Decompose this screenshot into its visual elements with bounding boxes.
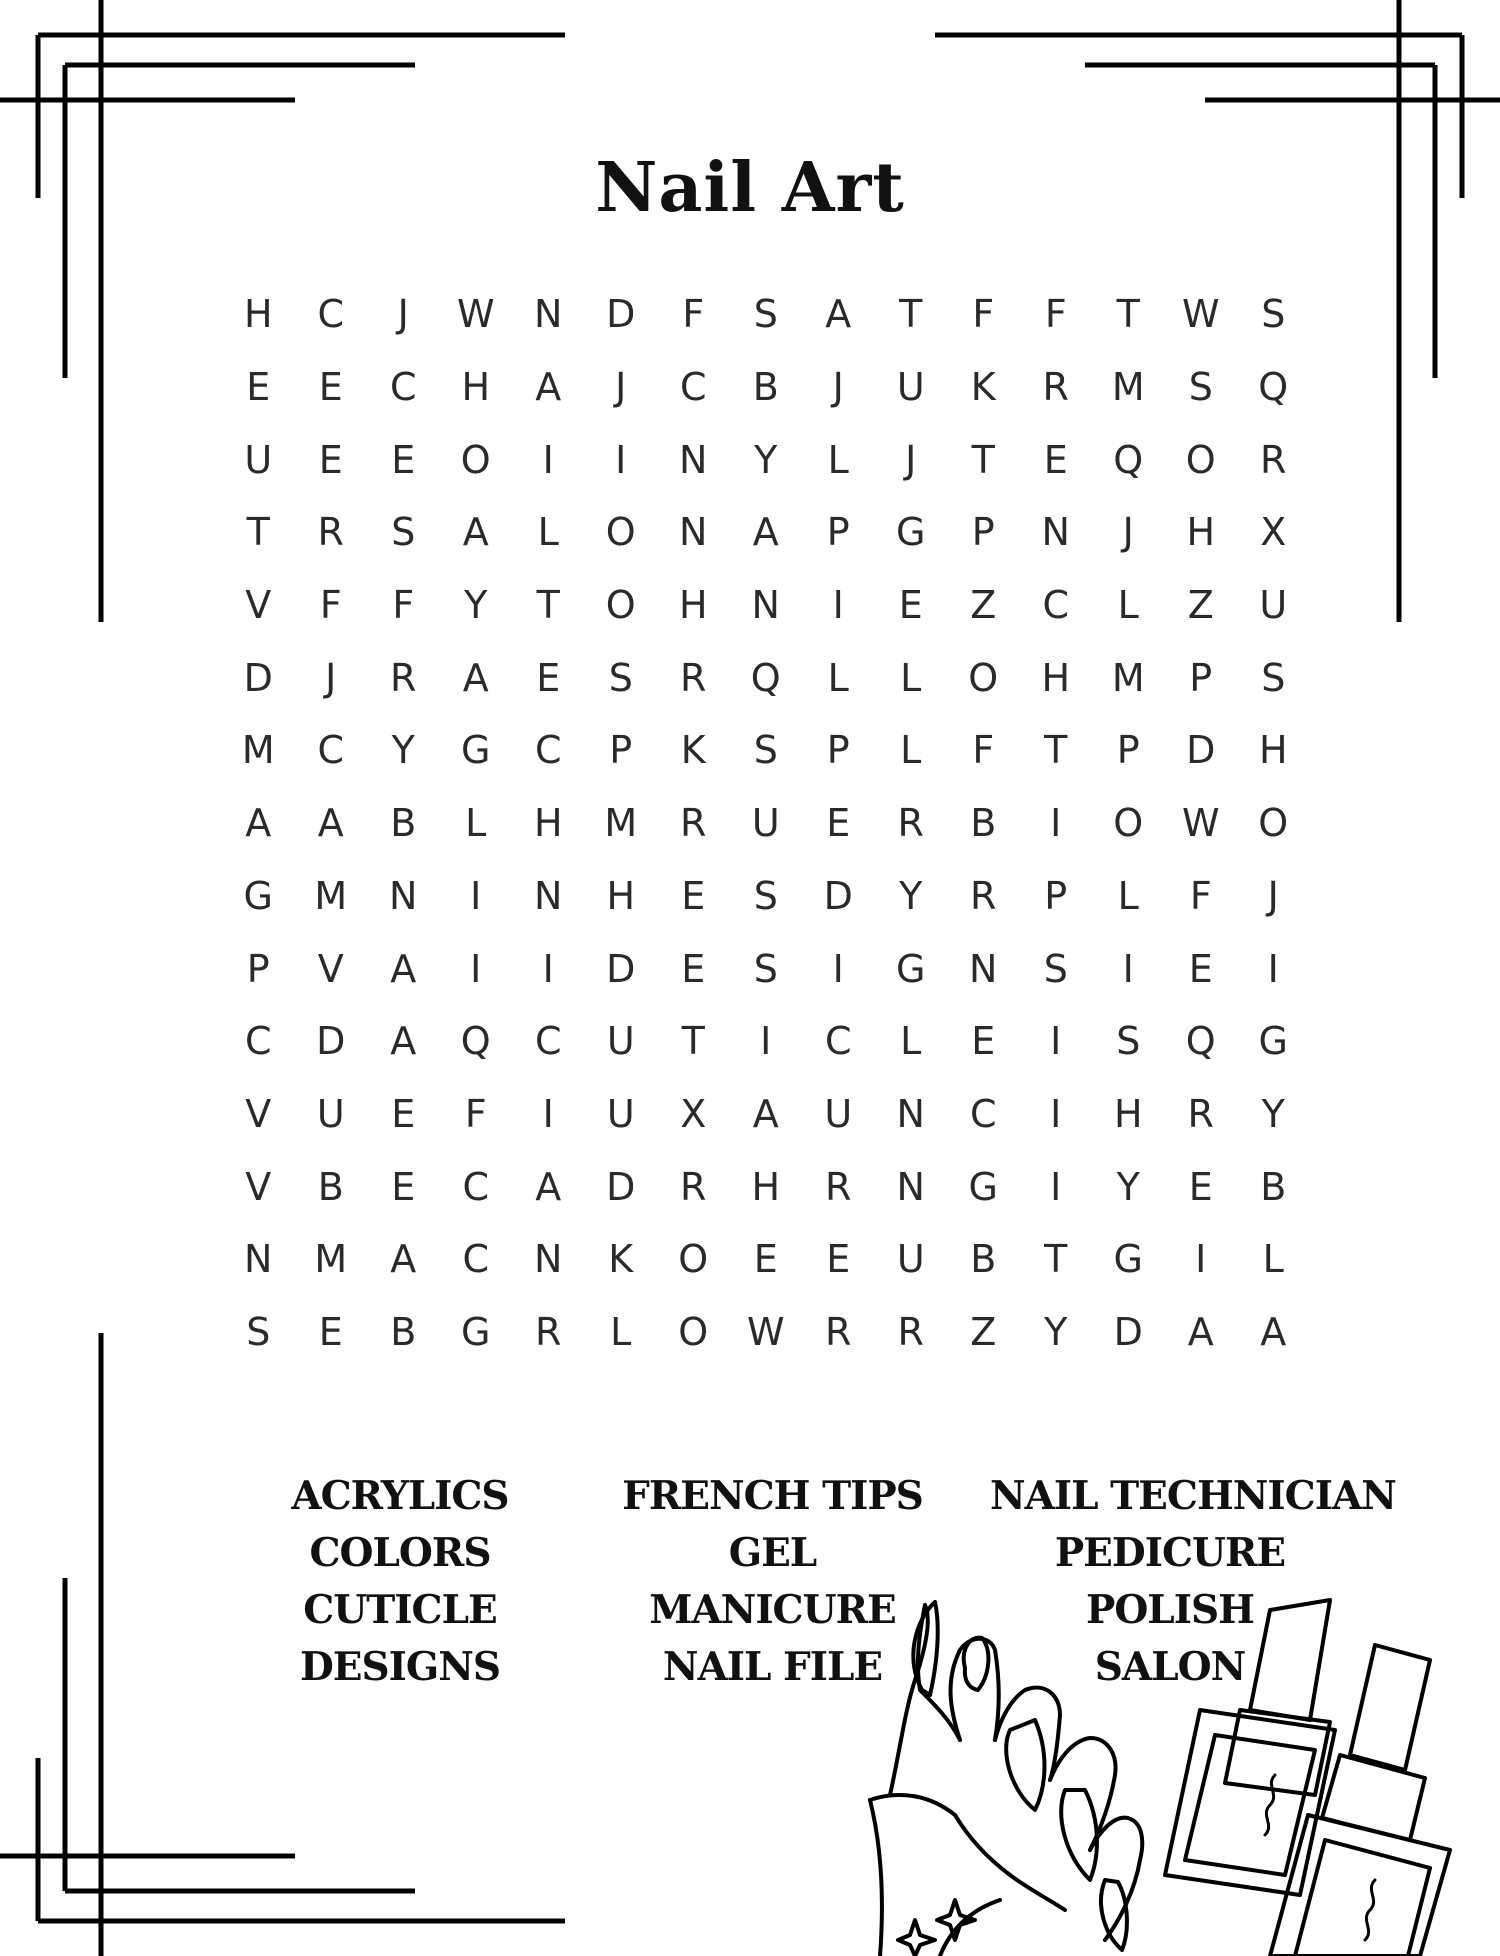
grid-letter: U — [244, 437, 273, 482]
grid-letter: Q — [1185, 1019, 1216, 1064]
grid-letter: T — [681, 1019, 705, 1064]
grid-letter: U — [751, 801, 780, 846]
grid-letter: T — [1044, 728, 1068, 773]
grid-letter: C — [679, 365, 707, 410]
grid-letter: F — [1189, 873, 1212, 918]
grid-letter: N — [244, 1237, 273, 1282]
grid-letter: R — [825, 1164, 852, 1209]
grid-letter: Y — [899, 873, 923, 918]
grid-letter: E — [391, 1164, 416, 1209]
grid-letter: O — [678, 1237, 709, 1282]
grid-letter: E — [1188, 1164, 1213, 1209]
grid-letter: F — [972, 292, 995, 337]
grid-letter: I — [1122, 946, 1134, 991]
grid-letter: X — [680, 1091, 707, 1136]
grid-letter: A — [1260, 1309, 1287, 1354]
word-list-item: COLORS — [309, 1530, 491, 1576]
grid-letter: P — [1116, 728, 1140, 773]
grid-letter: D — [606, 946, 636, 991]
grid-letter: H — [751, 1164, 781, 1209]
grid-letter: A — [1187, 1309, 1214, 1354]
grid-letter: H — [1041, 655, 1071, 700]
grid-letter: L — [900, 655, 922, 700]
word-list-item: NAIL TECHNICIAN — [990, 1473, 1396, 1519]
grid-letter: C — [244, 1019, 272, 1064]
grid-letter: R — [825, 1309, 852, 1354]
grid-letter: B — [1260, 1164, 1287, 1209]
grid-letter: M — [241, 728, 275, 773]
grid-letter: A — [752, 1091, 779, 1136]
grid-letter: N — [534, 292, 563, 337]
grid-letter: I — [1050, 1019, 1062, 1064]
grid-letter: F — [682, 292, 705, 337]
grid-letter: Y — [391, 728, 415, 773]
grid-letter: U — [896, 365, 925, 410]
grid-letter: S — [246, 1309, 271, 1354]
grid-letter: Y — [1116, 1164, 1140, 1209]
grid-letter: R — [680, 1164, 707, 1209]
grid-letter: Z — [970, 583, 997, 628]
grid-letter: P — [971, 510, 995, 555]
grid-letter: O — [1113, 801, 1144, 846]
grid-letter: M — [1111, 365, 1145, 410]
grid-letter: M — [314, 873, 348, 918]
grid-letter: J — [397, 292, 409, 337]
grid-letter: N — [751, 583, 780, 628]
grid-letter: N — [896, 1164, 925, 1209]
grid-letter: U — [606, 1091, 635, 1136]
word-list-item: CUTICLE — [303, 1587, 497, 1633]
grid-letter: N — [679, 437, 708, 482]
grid-letter: Q — [460, 1019, 491, 1064]
grid-letter: A — [317, 801, 344, 846]
grid-letter: L — [827, 437, 849, 482]
grid-letter: L — [610, 1309, 632, 1354]
grid-letter: L — [827, 655, 849, 700]
grid-letter: B — [970, 1237, 997, 1282]
grid-letter: I — [470, 873, 482, 918]
grid-letter: A — [462, 655, 489, 700]
grid-letter: Z — [1187, 583, 1214, 628]
grid-letter: G — [896, 510, 926, 555]
grid-letter: A — [390, 1019, 417, 1064]
grid-letter: Y — [754, 437, 778, 482]
grid-letter: C — [389, 365, 417, 410]
grid-letter: P — [1189, 655, 1213, 700]
grid-letter: W — [1181, 801, 1220, 846]
grid-letter: H — [1186, 510, 1216, 555]
grid-letter: S — [753, 873, 778, 918]
grid-letter: A — [390, 946, 417, 991]
grid-letter: I — [760, 1019, 772, 1064]
grid-letter: C — [462, 1237, 490, 1282]
grid-letter: B — [317, 1164, 344, 1209]
grid-letter: R — [317, 510, 344, 555]
grid-letter: A — [535, 1164, 562, 1209]
word-list-item: GEL — [728, 1530, 817, 1576]
grid-letter: I — [1050, 801, 1062, 846]
grid-letter: E — [318, 365, 343, 410]
grid-letter: S — [1188, 365, 1213, 410]
grid-letter: C — [317, 728, 345, 773]
grid-letter: E — [536, 655, 561, 700]
grid-letter: B — [390, 1309, 417, 1354]
grid-letter: M — [604, 801, 638, 846]
grid-letter: H — [606, 873, 636, 918]
hand-with-nails-and-polish-bottles-icon — [860, 1590, 1500, 1956]
grid-letter: E — [971, 1019, 996, 1064]
grid-letter: V — [245, 1164, 272, 1209]
grid-letter: R — [1042, 365, 1069, 410]
grid-letter: E — [1043, 437, 1068, 482]
grid-letter: I — [615, 437, 627, 482]
grid-letter: A — [825, 292, 852, 337]
grid-letter: E — [318, 437, 343, 482]
grid-letter: A — [245, 801, 272, 846]
word-list-item: FRENCH TIPS — [622, 1473, 923, 1519]
grid-letter: O — [460, 437, 491, 482]
grid-letter: H — [1113, 1091, 1143, 1136]
grid-letter: J — [615, 365, 627, 410]
grid-letter: E — [826, 801, 851, 846]
grid-letter: N — [534, 873, 563, 918]
grid-letter: C — [1042, 583, 1070, 628]
grid-letter: E — [681, 873, 706, 918]
grid-letter: G — [243, 873, 273, 918]
grid-letter: Y — [464, 583, 488, 628]
grid-letter: O — [1258, 801, 1289, 846]
word-list-column-1 — [260, 1468, 540, 1696]
grid-letter: A — [462, 510, 489, 555]
word-list-item: NAIL FILE — [662, 1644, 883, 1690]
grid-letter: S — [1116, 1019, 1141, 1064]
grid-letter: W — [456, 292, 495, 337]
grid-letter: R — [680, 801, 707, 846]
grid-letter: S — [1261, 655, 1286, 700]
grid-letter: Y — [1044, 1309, 1068, 1354]
grid-letter: N — [679, 510, 708, 555]
grid-letter: N — [534, 1237, 563, 1282]
grid-letter: P — [826, 510, 850, 555]
grid-letter: D — [1113, 1309, 1143, 1354]
grid-letter: I — [832, 946, 844, 991]
grid-letter: D — [1186, 728, 1216, 773]
page-title: Nail Art — [595, 148, 905, 228]
grid-letter: N — [896, 1091, 925, 1136]
grid-letter: E — [318, 1309, 343, 1354]
grid-letter: O — [605, 583, 636, 628]
grid-letter: C — [969, 1091, 997, 1136]
grid-letter: H — [243, 292, 273, 337]
grid-letter: E — [826, 1237, 851, 1282]
grid-letter: U — [896, 1237, 925, 1282]
grid-letter: P — [246, 946, 270, 991]
grid-letter: E — [898, 583, 923, 628]
grid-letter: T — [246, 510, 270, 555]
grid-letter: U — [316, 1091, 345, 1136]
grid-letter: M — [1111, 655, 1145, 700]
grid-letter: I — [542, 1091, 554, 1136]
word-list-item: POLISH — [1086, 1587, 1254, 1633]
grid-letter: T — [1116, 292, 1140, 337]
grid-letter: P — [1044, 873, 1068, 918]
grid-letter: H — [461, 365, 491, 410]
grid-letter: L — [537, 510, 559, 555]
grid-letter: J — [1267, 873, 1279, 918]
grid-letter: D — [243, 655, 273, 700]
grid-letter: I — [542, 946, 554, 991]
grid-letter: J — [325, 655, 337, 700]
word-search-grid — [222, 278, 1310, 1368]
grid-letter: D — [316, 1019, 346, 1064]
grid-letter: H — [533, 801, 563, 846]
grid-letter: M — [314, 1237, 348, 1282]
grid-letter: B — [970, 801, 997, 846]
grid-letter: L — [1262, 1237, 1284, 1282]
grid-letter: Q — [1258, 365, 1289, 410]
grid-letter: G — [461, 728, 491, 773]
grid-letter: O — [968, 655, 999, 700]
grid-letter: I — [832, 583, 844, 628]
grid-letter: F — [392, 583, 415, 628]
grid-letter: U — [606, 1019, 635, 1064]
grid-letter: R — [897, 801, 924, 846]
grid-letter: R — [970, 873, 997, 918]
grid-letter: S — [753, 946, 778, 991]
grid-letter: C — [462, 1164, 490, 1209]
grid-letter: A — [535, 365, 562, 410]
grid-letter: T — [899, 292, 923, 337]
grid-letter: T — [536, 583, 560, 628]
grid-letter: F — [1044, 292, 1067, 337]
grid-letter: D — [606, 292, 636, 337]
grid-letter: R — [535, 1309, 562, 1354]
grid-letter: V — [317, 946, 344, 991]
grid-letter: R — [390, 655, 417, 700]
grid-letter: C — [317, 292, 345, 337]
grid-letter: L — [900, 728, 922, 773]
grid-letter: J — [905, 437, 917, 482]
grid-letter: S — [1043, 946, 1068, 991]
grid-letter: I — [1195, 1237, 1207, 1282]
word-list-item: DESIGNS — [299, 1644, 501, 1690]
grid-letter: G — [461, 1309, 491, 1354]
grid-letter: G — [968, 1164, 998, 1209]
grid-letter: O — [1185, 437, 1216, 482]
grid-letter: E — [391, 1091, 416, 1136]
grid-letter: V — [245, 583, 272, 628]
grid-letter: U — [824, 1091, 853, 1136]
grid-letter: U — [1259, 583, 1288, 628]
grid-letter: R — [680, 655, 707, 700]
grid-letter: I — [542, 437, 554, 482]
grid-letter: L — [1117, 873, 1139, 918]
grid-letter: O — [678, 1309, 709, 1354]
grid-letter: N — [1041, 510, 1070, 555]
grid-letter: G — [1113, 1237, 1143, 1282]
word-list-item: SALON — [1094, 1644, 1246, 1690]
grid-letter: G — [1258, 1019, 1288, 1064]
grid-letter: B — [752, 365, 779, 410]
grid-letter: C — [534, 1019, 562, 1064]
grid-letter: T — [1044, 1237, 1068, 1282]
grid-letter: E — [753, 1237, 778, 1282]
grid-letter: O — [605, 510, 636, 555]
grid-letter: J — [832, 365, 844, 410]
grid-letter: G — [896, 946, 926, 991]
grid-letter: K — [680, 728, 706, 773]
grid-letter: R — [1187, 1091, 1214, 1136]
grid-letter: D — [823, 873, 853, 918]
grid-letter: J — [1122, 510, 1134, 555]
grid-letter: S — [608, 655, 633, 700]
grid-letter: F — [464, 1091, 487, 1136]
grid-letter: T — [971, 437, 995, 482]
grid-letter: K — [608, 1237, 634, 1282]
grid-letter: I — [1050, 1091, 1062, 1136]
grid-letter: Y — [1261, 1091, 1285, 1136]
grid-letter: L — [900, 1019, 922, 1064]
grid-letter: P — [826, 728, 850, 773]
grid-letter: P — [609, 728, 633, 773]
grid-letter: W — [746, 1309, 785, 1354]
grid-letter: I — [470, 946, 482, 991]
grid-letter: H — [1258, 728, 1288, 773]
grid-letter: Q — [750, 655, 781, 700]
grid-letter: E — [1188, 946, 1213, 991]
grid-letter: S — [753, 292, 778, 337]
word-list-item: PEDICURE — [1054, 1530, 1286, 1576]
grid-letter: S — [753, 728, 778, 773]
grid-letter: W — [1181, 292, 1220, 337]
grid-letter: Z — [970, 1309, 997, 1354]
word-list-item: ACRYLICS — [291, 1473, 509, 1519]
grid-letter: I — [1267, 946, 1279, 991]
grid-letter: B — [390, 801, 417, 846]
grid-letter: C — [824, 1019, 852, 1064]
grid-letter: A — [752, 510, 779, 555]
grid-letter: D — [606, 1164, 636, 1209]
grid-letter: E — [391, 437, 416, 482]
grid-letter: I — [1050, 1164, 1062, 1209]
grid-letter: F — [972, 728, 995, 773]
grid-letter: X — [1260, 510, 1287, 555]
grid-letter: S — [1261, 292, 1286, 337]
grid-letter: N — [969, 946, 998, 991]
grid-letter: L — [465, 801, 487, 846]
grid-letter: K — [970, 365, 996, 410]
grid-letter: N — [389, 873, 418, 918]
grid-letter: L — [1117, 583, 1139, 628]
grid-letter: R — [1260, 437, 1287, 482]
grid-letter: Q — [1113, 437, 1144, 482]
grid-letter: R — [897, 1309, 924, 1354]
grid-letter: V — [245, 1091, 272, 1136]
grid-letter: F — [319, 583, 342, 628]
grid-letter: E — [681, 946, 706, 991]
word-list-item: MANICURE — [649, 1587, 896, 1633]
grid-letter: H — [678, 583, 708, 628]
grid-letter: E — [246, 365, 271, 410]
grid-letter: A — [390, 1237, 417, 1282]
grid-letter: S — [391, 510, 416, 555]
grid-letter: C — [534, 728, 562, 773]
